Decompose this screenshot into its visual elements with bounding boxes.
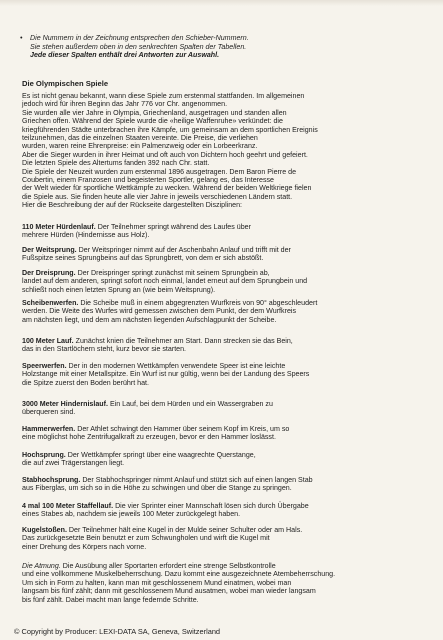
breathing-paragraph (22, 562, 430, 604)
discipline-title: 100 Meter Lauf. (22, 337, 74, 345)
discipline-text: Ein Lauf, bei dem Hürden und ein Wassergraben zu (109, 400, 273, 408)
discipline-text: eine möglichst hohe Zentrifugalkraft zu erzeugen, bevor er den Hammer loslässt. (22, 433, 276, 442)
history-paragraph (22, 92, 430, 210)
discipline-entry (22, 400, 430, 417)
discipline-title: Scheibenwerfen. (22, 299, 79, 307)
discipline-text: werden. Die Weite des Wurfes wird gemessen zwischen dem Punkt, der dem Wurfkreis (22, 307, 297, 316)
discipline-title: Speerwerfen. (22, 362, 67, 370)
discipline-text: Die Scheibe muß in einem abgegrenzten Wurfkreis von 90° abgeschleudert (80, 299, 318, 307)
history-line: Aber die Sieger wurden in ihrer Heimat und oft auch von Dichtern hoch geehrt und gefeiert. (22, 150, 308, 159)
discipline-entry (22, 362, 430, 387)
bullet-icon: • (20, 34, 23, 42)
discipline-entry (22, 337, 430, 354)
discipline-text: schließt noch einen letzten Sprung an (wie beim Weitsprung). (22, 285, 216, 294)
discipline-title: Hammerwerfen. (22, 425, 76, 433)
discipline-entry (22, 246, 430, 263)
discipline-text: die auf zwei Trägerstangen liegt. (22, 459, 125, 468)
breathing-title: Die Atmung. (22, 562, 61, 570)
discipline-text: landet auf dem anderen, springt sofort noch einmal, landet erneut auf dem Sprungbein und (22, 277, 308, 286)
history-line: Die letzten Spiele des Altertums fanden 392 nach Chr. statt. (22, 159, 210, 168)
discipline-text: Der Athlet schwingt den Hammer über seinem Kopf im Kreis, um so (77, 425, 290, 433)
discipline-title: 4 mal 100 Meter Staffellauf. (22, 502, 114, 510)
discipline-text: Das zurückgesetzte Bein benutzt er zum Schwungholen und wirft die Kugel mit (22, 534, 270, 543)
history-line: der Welt wieder für sportliche Wettkämpfe zu wecken. Während der beiden Weltkriege fielen (22, 184, 312, 193)
discipline-title: Kugelstoßen. (22, 526, 67, 534)
discipline-text: eines Stabes ab, nachdem sie jeweils 100 Meter zurückgelegt haben. (22, 510, 241, 519)
history-line: teilzunehmen, das die einzelnen Staaten vereinte. Die Preise, die verliehen (22, 134, 258, 143)
discipline-text: Der Stabhochspringer nimmt Anlauf und stützt sich auf einen langen Stab (82, 476, 313, 484)
discipline-text: Der Wettkämpfer springt über eine waagrechte Querstange, (67, 451, 256, 459)
discipline-entry (22, 526, 430, 551)
discipline-text: Der Weitspringer nimmt auf der Aschenbahn Anlauf und trifft mit der (78, 246, 291, 254)
breathing-line: Um sich in Form zu halten, kann man mit geschlossenem Mund einatmen, wobei man (22, 578, 292, 587)
discipline-title: Stabhochsprung. (22, 476, 81, 484)
intro-note (20, 34, 434, 60)
discipline-text: Fußspitze seines Sprungbeins auf das Sprungbrett, von dem er sich abstößt. (22, 254, 264, 263)
history-line: Die Spiele der Neuzeit wurden zum erstenmal 1896 ausgetragen. Dem Baron Pierre de (22, 167, 297, 176)
history-line: wurden, waren reine Ehrenpreise: ein Palmenzweig oder ein Lorbeerkranz. (22, 142, 258, 151)
discipline-text: Der Teilnehmer hält eine Kugel in der Mulde seiner Schulter oder am Hals. (68, 526, 303, 534)
discipline-text: Holzstange mit einer Metallspitze. Ein Wurf ist nur gültig, wenn bei der Landung des Speers (22, 370, 310, 379)
history-line: jedoch wird für ihren Beginn das Jahr 776 vor Chr. angenommen. (22, 100, 228, 109)
intro-line-3: Jede dieser Spalten enthält drei Antworten zur Auswahl. (30, 51, 220, 60)
discipline-entry (22, 299, 430, 324)
copyright-footer: © Copyright by Producer: LEXI-DATA SA, Geneva, Switzerland (14, 627, 221, 636)
discipline-entry (22, 223, 430, 240)
history-line: die Spiele aus. Sie finden heute alle vier Jahre in jeweils verschiedenen Ländern statt. (22, 192, 293, 201)
breathing-line: langsam bis fünf zählt; dann mit geschlossenem Mund ausatmen, wobei man wieder langsam (22, 587, 316, 596)
discipline-text: Der Dreispringer springt zunächst mit seinem Sprungbein ab, (77, 269, 270, 277)
intro-line-2: Sie stehen außerdem oben in den senkrechten Spalten der Tabellen. (30, 42, 247, 51)
history-line: Es ist nicht genau bekannt, wann diese Spiele zum erstenmal stattfanden. Im allgemeinen (22, 92, 305, 100)
discipline-text: aus Fiberglas, um sich so in die Höhe zu schwingen und über die Stange zu springen. (22, 484, 292, 493)
intro-line-1: Die Nummern in der Zeichnung entsprechen den Schieber-Nummern. (30, 34, 249, 42)
discipline-title: Der Dreisprung. (22, 269, 76, 277)
discipline-text: Der in den modernen Wettkämpfen verwendete Speer ist eine leichte (68, 362, 286, 370)
breathing-line: Die Ausübung aller Sportarten erfordert eine strenge Selbstkontrolle (62, 562, 276, 570)
section-heading: Die Olympischen Spiele (22, 79, 109, 88)
history-line: Sie wurden alle vier Jahre in Olympia, Griechenland, ausgetragen und standen allen (22, 108, 287, 117)
discipline-title: 3000 Meter Hindernislauf. (22, 400, 108, 408)
breathing-line: und eine vollkommene Muskelbeherrschung. Dazu kommt eine ausgezeichnete Atembeherrschung. (22, 570, 336, 579)
discipline-text: am nächsten liegt, und dem am nächsten liegenden Aufschlagpunkt der Scheibe. (22, 315, 277, 324)
discipline-title: Hochsprung. (22, 451, 66, 459)
history-line: kriegführenden Städte unterbrachen ihre Kämpfe, um gemeinsam an dem sportlichen Ereignis (22, 125, 318, 134)
discipline-title: 110 Meter Hürdenlauf. (22, 223, 96, 231)
discipline-text: mehrere Hürden (Hindernisse aus Holz). (22, 231, 150, 240)
discipline-text: Der Teilnehmer springt während des Laufes über (97, 223, 251, 231)
discipline-title: Der Weitsprung. (22, 246, 77, 254)
history-line: Griechen offen. Während der Spiele wurde die «heilige Waffenruhe» verkündet: die (22, 117, 283, 126)
discipline-entry (22, 502, 430, 519)
discipline-text: überqueren sind. (22, 408, 76, 417)
discipline-text: Zunächst knien die Teilnehmer am Start. Dann strecken sie das Bein, (75, 337, 293, 345)
paper-edge (0, 0, 443, 6)
discipline-entry (22, 451, 430, 468)
history-line: Coubertin, einem Franzosen und begeisterten Sportler, gelang es, das Interesse (22, 176, 274, 185)
breathing-line: bis fünf zählt. Dabei macht man lange federnde Schritte. (22, 595, 199, 604)
discipline-text: die Spitze zuerst den Boden berührt hat. (22, 378, 149, 387)
discipline-entry (22, 476, 430, 493)
discipline-entry (22, 425, 430, 442)
discipline-text: Die vier Sprinter einer Mannschaft lösen sich durch Übergabe (115, 502, 309, 510)
history-line: Hier die Beschreibung der auf der Rückseite dargestellten Disziplinen: (22, 201, 243, 210)
discipline-entry (22, 269, 430, 294)
discipline-text: das in den Startlöchern steht, kurz bevor sie starten. (22, 345, 187, 354)
discipline-text: einer Drehung des Körpers nach vorne. (22, 542, 147, 551)
